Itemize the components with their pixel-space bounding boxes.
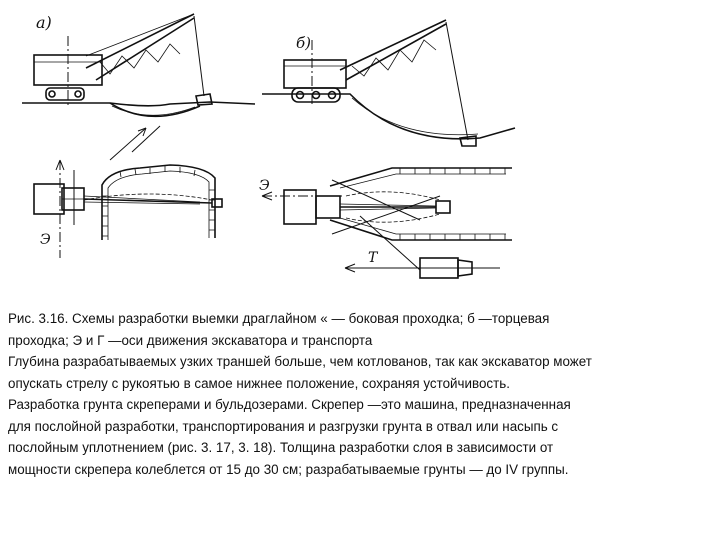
side-pass-plan [34,126,222,258]
body-line: опускать стрелу с рукоятью в самое нижнее положение, сохраняя устойчивость. [8,375,510,391]
body-line: для послойной разработки, транспортирования и разгрузки грунта в отвал или насыпь с [8,418,559,434]
label-axis-e-left: Э [40,232,51,248]
body-line: Глубина разрабатываемых узких траншей больше, чем котлованов, так как экскаватор может [8,354,592,369]
body-line: Разработка грунта скреперами и бульдозерами. Скрепер —это машина, предназначенная [8,397,571,412]
label-axis-t: Т [368,250,378,266]
body-line: мощности скрепера колеблется от 15 до 30 см; разрабатываемые грунты — до IV группы. [8,461,569,477]
label-a: а) [36,13,52,32]
caption-line: Рис. 3.16. Схемы разработки выемки драглайном « — боковая проходка; б —торцевая [8,311,550,326]
label-b: б) [296,34,312,52]
body-line: послойным уплотнением (рис. 3. 17, 3. 18). Толщина разработки слоя в зависимости от [8,440,554,455]
end-pass-plan [262,168,512,278]
caption-text [8,308,712,480]
side-pass-elevation [22,14,255,116]
label-axis-e-right: Э [259,178,270,194]
caption-line: проходка; Э и Г —оси движения экскаватора и транспорта [8,332,373,348]
